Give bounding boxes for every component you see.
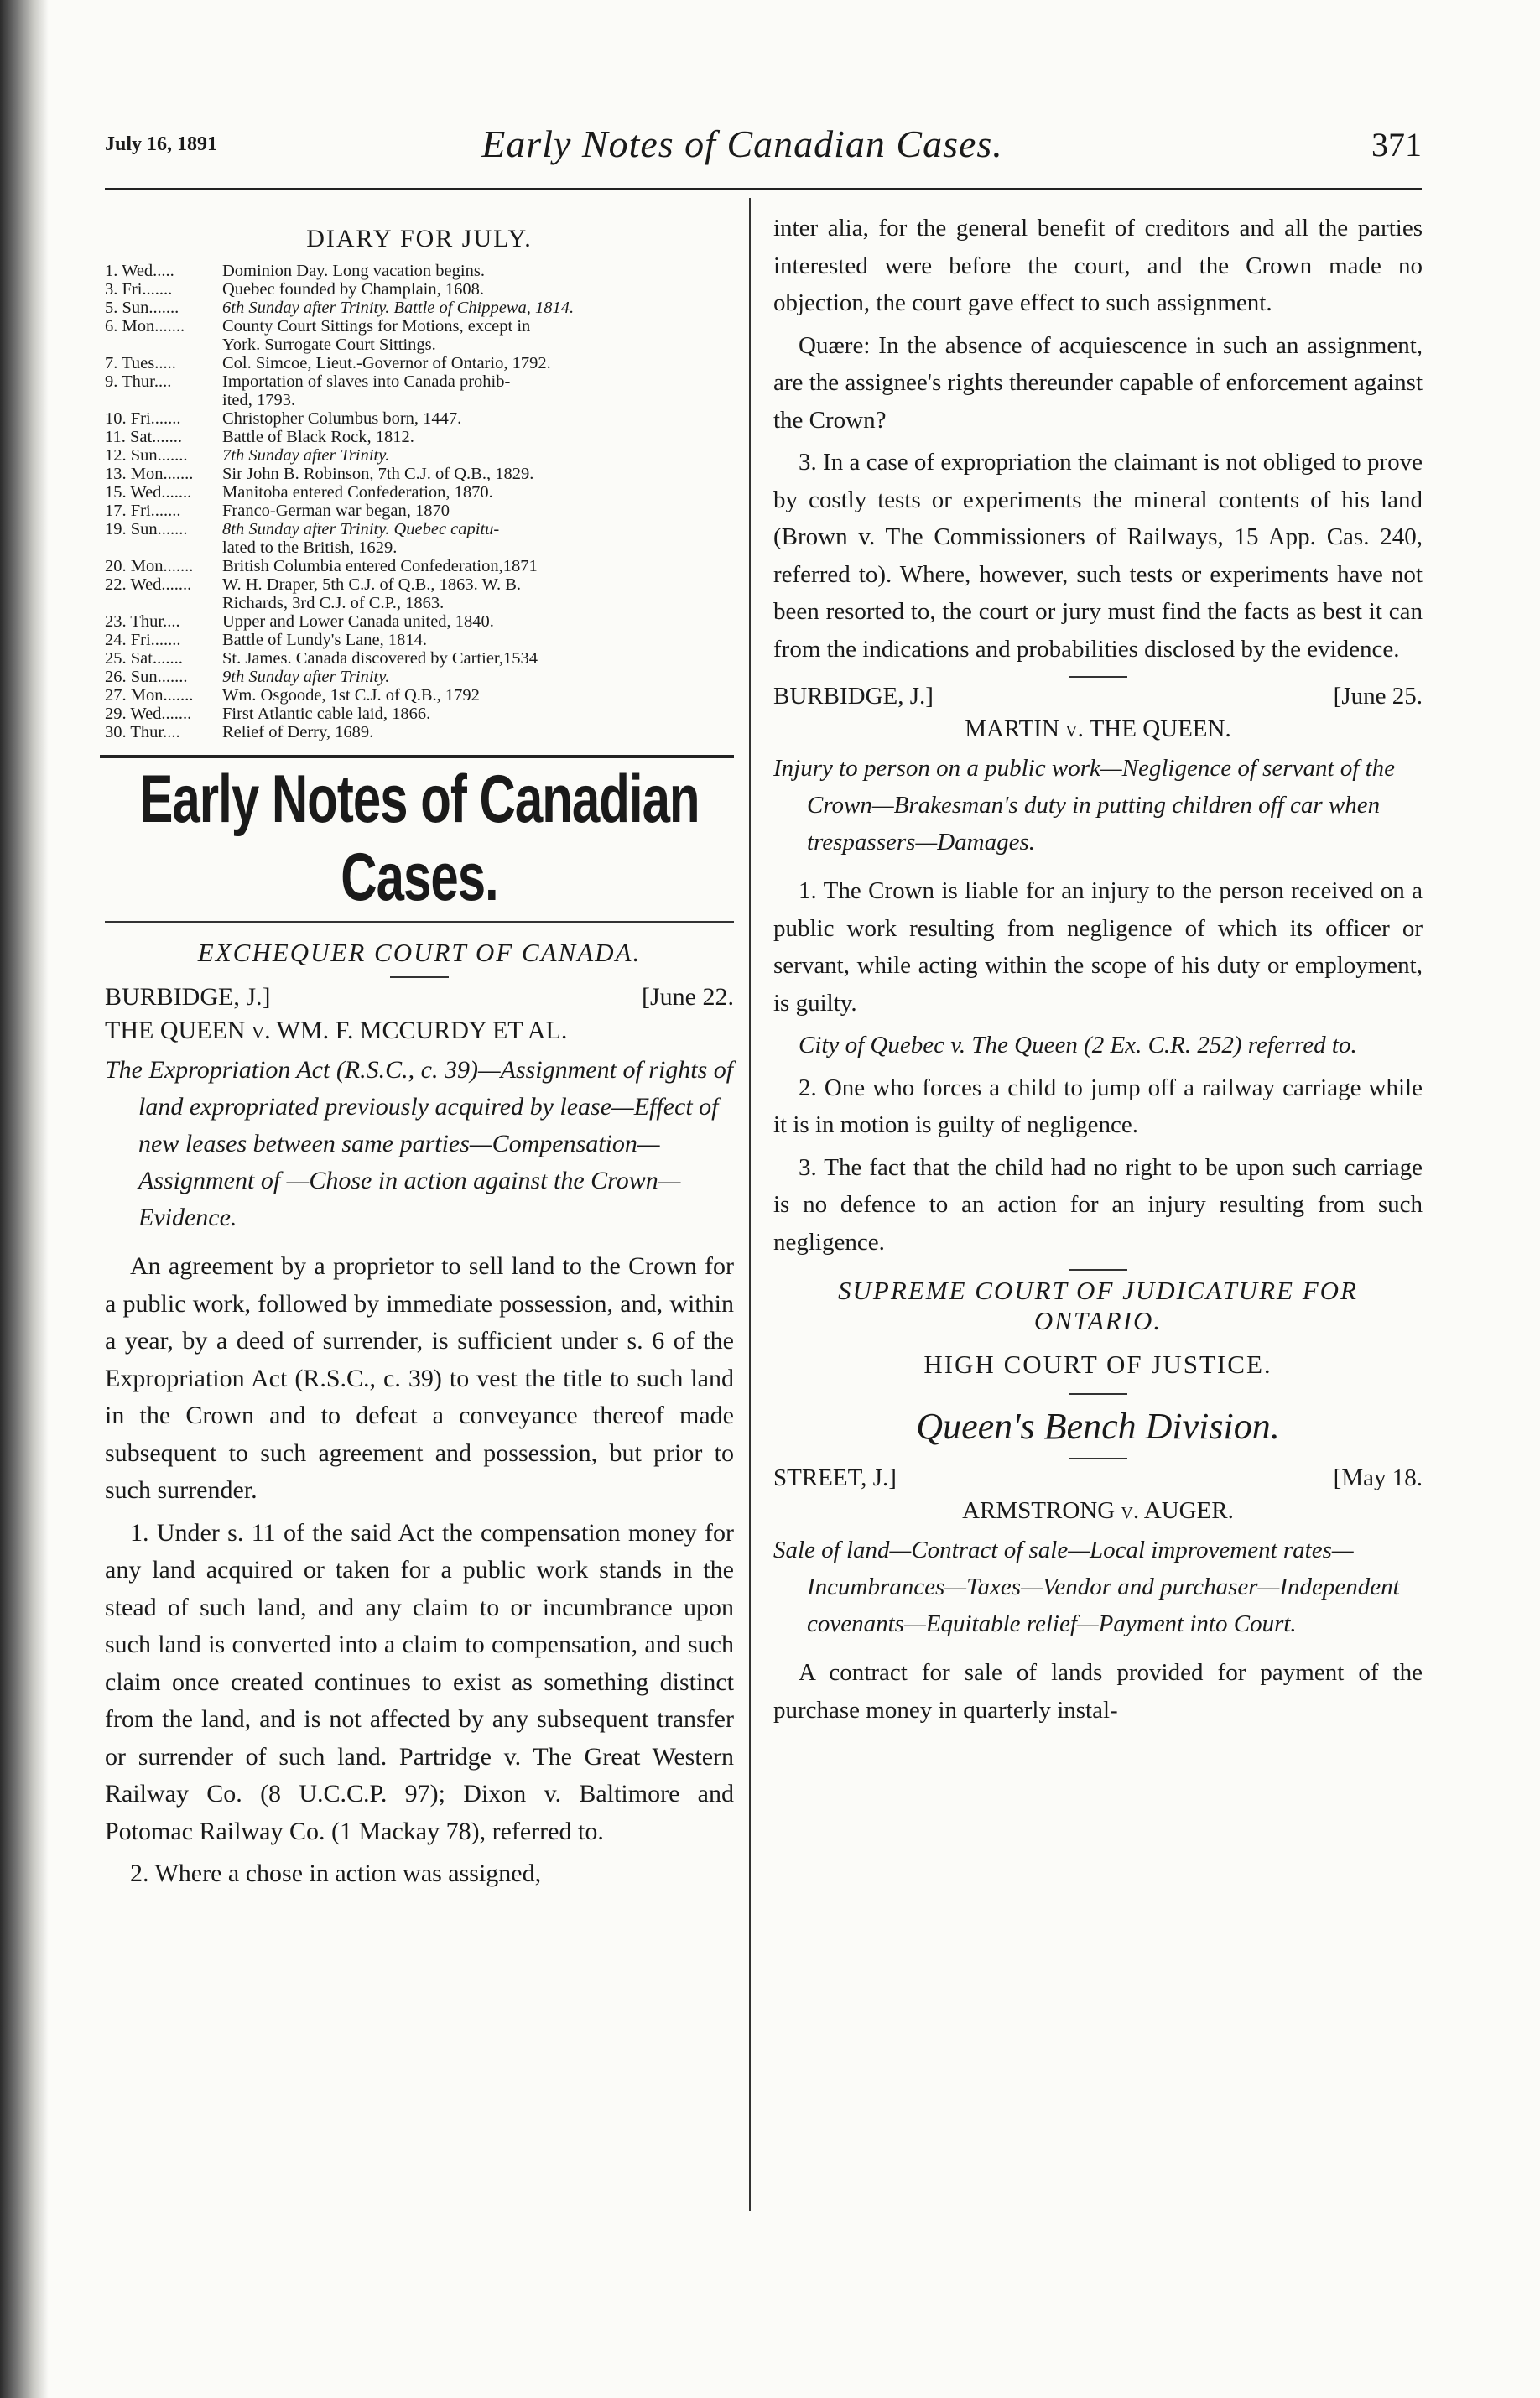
- section-rule: [100, 755, 734, 758]
- diary-entry: [105, 557, 734, 575]
- diary-text: First Atlantic cable laid, 1866.: [222, 705, 431, 723]
- diary-entry: [105, 465, 734, 483]
- diary-entry: [105, 520, 734, 538]
- diary-text: 7th Sunday after Trinity.: [222, 446, 390, 465]
- judge-line: [105, 983, 734, 1012]
- diary-text: Importation of slaves into Canada prohib-: [222, 372, 511, 391]
- diary-date: 27. Mon.......: [105, 686, 194, 705]
- header-rule: [105, 188, 1422, 190]
- case-headnote: The Expropriation Act (R.S.C., c. 39)—Assignment of rights of land expropriated previously acquired by lease—Effect of new leases between same parties—Compensation—Assignment of —Chose in action against the Crown—Evidence.: [105, 1056, 734, 1231]
- short-rule: [1069, 1393, 1127, 1395]
- case-headnote: Sale of land—Contract of sale—Local improvement rates—Incumbrances—Taxes—Vendor and purchaser—Independent covenants—Equitable relief—Payment into Court.: [773, 1537, 1400, 1637]
- diary-date: 7. Tues.....: [105, 354, 176, 372]
- short-rule: [1069, 676, 1127, 678]
- short-rule: [390, 976, 449, 978]
- case-paragraph: City of Quebec v. The Queen (2 Ex. C.R. 252) referred to.: [799, 1032, 1357, 1059]
- judge-line: [773, 683, 1423, 710]
- diary-text: 9th Sunday after Trinity.: [222, 668, 390, 686]
- diary-date: 13. Mon.......: [105, 465, 194, 483]
- diary-text: Wm. Osgoode, 1st C.J. of Q.B., 1792: [222, 686, 480, 705]
- case-paragraph: A contract for sale of lands provided for payment of the purchase money in quarterly instal-: [773, 1659, 1423, 1724]
- diary-continuation: York. Surrogate Court Sittings.: [222, 336, 436, 354]
- diary-entry: [105, 299, 734, 317]
- diary-entry: [105, 483, 734, 502]
- column-divider: [749, 198, 751, 2211]
- diary-date: 12. Sun.......: [105, 446, 188, 465]
- diary-text: W. H. Draper, 5th C.J. of Q.B., 1863. W. B.: [222, 575, 522, 594]
- diary-entry: [105, 631, 734, 649]
- case-headnote: Injury to person on a public work—Negligence of servant of the Crown—Brakesman's duty in putting children off car when trespassers—Damages.: [773, 755, 1396, 856]
- diary-entry: [105, 502, 734, 520]
- diary-date: 6. Mon.......: [105, 317, 185, 336]
- diary-entry: [105, 686, 734, 705]
- case-paragraph: 3. The fact that the child had no right to be upon such carriage is no defence to an action for an injury resulting from such negligence.: [773, 1153, 1423, 1256]
- diary-entry: [105, 668, 734, 686]
- diary-text: Christopher Columbus born, 1447.: [222, 409, 462, 428]
- diary-date: 25. Sat.......: [105, 649, 183, 668]
- judge-name: BURBIDGE, J.]: [773, 683, 934, 710]
- diary-text: British Columbia entered Confederation,1871: [222, 557, 538, 575]
- court-heading: SUPREME COURT OF JUDICATURE FOR ONTARIO.: [838, 1276, 1358, 1335]
- short-rule: [1069, 1458, 1127, 1459]
- sub-court-heading: HIGH COURT OF JUSTICE.: [923, 1350, 1272, 1379]
- diary-continuation: Richards, 3rd C.J. of C.P., 1863.: [222, 594, 445, 612]
- case-paragraph: 1. Under s. 11 of the said Act the compensation money for any land acquired or taken for a public work stands in the stead of such land, and any claim to or incumbrance upon such land is converted into a claim to compensation, and such claim once created continues to exist as something distinct from the land, and is not affected by any subsequent transfer or surrender of such land. Partridge v. The Great Western Railway Co. (8 U.C.C.P. 97); Dixon v. Baltimore and Potomac Railway Co. (1 Mackay 78), referred to.: [105, 1518, 734, 1845]
- case-paragraph: An agreement by a proprietor to sell land to the Crown for a public work, followed by immediate possession, and, within a year, by a deed of surrender, is sufficient under s. 6 of the Expropriation Act (R.S.C., c. 39) to vest the title to such land in the Crown and to defeat a conveyance thereof made subsequent to such agreement and possession, but prior to such surrender.: [105, 1252, 734, 1504]
- diary-list: [105, 262, 734, 741]
- diary-text: St. James. Canada discovered by Cartier,1534: [222, 649, 538, 668]
- diary-entry: [105, 575, 734, 594]
- diary-entry: [105, 262, 734, 280]
- court-rule: [105, 921, 734, 923]
- diary-date: 24. Fri.......: [105, 631, 181, 649]
- diary-date: 19. Sun.......: [105, 520, 188, 538]
- section-title: Early Notes of Canadian Cases.: [139, 761, 700, 915]
- diary-date: 23. Thur....: [105, 612, 180, 631]
- diary-date: 22. Wed.......: [105, 575, 192, 594]
- diary-date: 9. Thur....: [105, 372, 172, 391]
- diary-entry: [105, 280, 734, 299]
- diary-text: Col. Simcoe, Lieut.-Governor of Ontario, 1792.: [222, 354, 551, 372]
- diary-text: Battle of Lundy's Lane, 1814.: [222, 631, 427, 649]
- diary-entry: [105, 612, 734, 631]
- diary-date: 30. Thur....: [105, 723, 180, 741]
- diary-date: 5. Sun.......: [105, 299, 179, 317]
- diary-entry: [105, 354, 734, 372]
- case-paragraph: 2. One who forces a child to jump off a railway carriage while it is in motion is guilty of negligence.: [773, 1074, 1423, 1138]
- diary-text: Dominion Day. Long vacation begins.: [222, 262, 485, 280]
- diary-text: Quebec founded by Champlain, 1608.: [222, 280, 484, 299]
- diary-date: 26. Sun.......: [105, 668, 188, 686]
- court-heading: EXCHEQUER COURT OF CANADA.: [197, 938, 642, 967]
- decision-date: [June 22.: [642, 983, 734, 1011]
- case-paragraph: 3. In a case of expropriation the claimant is not obliged to prove by costly tests or experiments the mineral contents of his land (Brown v. The Commissioners of Railways, 15 App. Cas. 240, referred to). Where, however, such tests or experiments have not been resorted to, the court or jury must find the facts as best it can from the indications and probabilities disclosed by the evidence.: [773, 449, 1423, 663]
- case-title: ARMSTRONG v. AUGER.: [962, 1497, 1234, 1524]
- diary-entry: [105, 317, 734, 336]
- case-title: THE QUEEN v. WM. F. MCCURDY ET AL.: [105, 1017, 568, 1044]
- diary-entry: [105, 446, 734, 465]
- diary-entry: [105, 372, 734, 391]
- diary-date: 1. Wed.....: [105, 262, 174, 280]
- diary-text: Battle of Black Rock, 1812.: [222, 428, 414, 446]
- diary-title: DIARY FOR JULY.: [306, 225, 533, 252]
- right-column: [773, 210, 1423, 1734]
- diary-text: Sir John B. Robinson, 7th C.J. of Q.B., 1829.: [222, 465, 534, 483]
- case-paragraph: 2. Where a chose in action was assigned,: [130, 1860, 542, 1887]
- running-title: Early Notes of Canadian Cases.: [481, 122, 1003, 165]
- diary-date: 11. Sat.......: [105, 428, 183, 446]
- judge-line: [773, 1464, 1423, 1492]
- diary-entry: [105, 705, 734, 723]
- decision-date: [May 18.: [1333, 1464, 1423, 1491]
- scan-edge-shadow: [0, 0, 49, 2398]
- short-rule: [1069, 1269, 1127, 1271]
- header-date: July 16, 1891: [105, 133, 218, 155]
- diary-date: 10. Fri.......: [105, 409, 181, 428]
- case-title: MARTIN v. THE QUEEN.: [965, 715, 1231, 742]
- decision-date: [June 25.: [1333, 683, 1423, 710]
- page-header: [105, 122, 1422, 189]
- judge-name: BURBIDGE, J.]: [105, 983, 271, 1011]
- left-column: [105, 210, 734, 1898]
- diary-date: 20. Mon.......: [105, 557, 194, 575]
- diary-text: Upper and Lower Canada united, 1840.: [222, 612, 494, 631]
- diary-text: Manitoba entered Confederation, 1870.: [222, 483, 493, 502]
- diary-continuation: ited, 1793.: [222, 391, 296, 409]
- judge-name: STREET, J.]: [773, 1464, 897, 1491]
- division-heading: Queen's Bench Division.: [916, 1406, 1280, 1447]
- diary-text: 8th Sunday after Trinity. Quebec capitu-: [222, 520, 500, 538]
- diary-text: County Court Sittings for Motions, except in: [222, 317, 531, 336]
- page-number: 371: [1371, 126, 1422, 164]
- diary-entry: [105, 428, 734, 446]
- diary-continuation: lated to the British, 1629.: [222, 538, 398, 557]
- diary-entry: [105, 723, 734, 741]
- diary-text: 6th Sunday after Trinity. Battle of Chippewa, 1814.: [222, 299, 575, 317]
- case-paragraph: inter alia, for the general benefit of creditors and all the parties interested were before the court, and the Crown made no objection, the court gave effect to such assignment.: [773, 215, 1423, 316]
- diary-entry: [105, 649, 734, 668]
- diary-text: Relief of Derry, 1689.: [222, 723, 374, 741]
- diary-text: Franco-German war began, 1870: [222, 502, 450, 520]
- diary-date: 29. Wed.......: [105, 705, 192, 723]
- case-paragraph: Quære: In the absence of acquiescence in such an assignment, are the assignee's rights thereunder capable of enforcement against the Crown?: [773, 331, 1423, 434]
- case-paragraph: 1. The Crown is liable for an injury to the person received on a public work resulting from negligence of which its officer or servant, while acting within the scope of his duty or employment, is guilty.: [773, 877, 1423, 1017]
- diary-date: 17. Fri.......: [105, 502, 181, 520]
- diary-entry: [105, 409, 734, 428]
- diary-date: 15. Wed.......: [105, 483, 192, 502]
- diary-date: 3. Fri.......: [105, 280, 173, 299]
